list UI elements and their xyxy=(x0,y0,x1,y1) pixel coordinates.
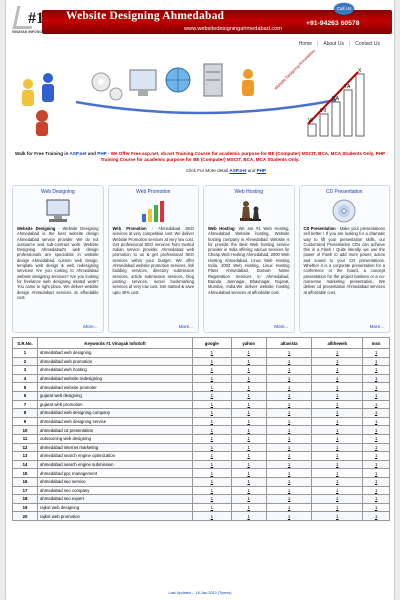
rank-link[interactable]: 1 xyxy=(193,460,232,469)
box-title[interactable]: Web Promotion xyxy=(136,189,171,195)
last-updated: Last Updated :- 16-Jan-2013 (Tymes) xyxy=(168,591,232,595)
table-row xyxy=(13,469,390,478)
table-row xyxy=(13,366,390,375)
nav-contact-us[interactable]: Contact Us xyxy=(355,41,380,47)
rank-link[interactable]: 1 xyxy=(312,409,363,418)
rank-link[interactable]: 1 xyxy=(266,400,312,409)
rank-link[interactable]: 1 xyxy=(193,512,232,521)
rank-link[interactable]: 1 xyxy=(193,452,232,461)
training-details: - We Offer Free asp.net, vb.net Training Course for academic purpose for BE (Computer) MSCIT, BCA, MCA Students Only, PHP Training Course for academic purpose for BE (Computer) MSCIT, BCA, MCA Students Only. xyxy=(100,151,386,163)
row-number: 14 xyxy=(13,460,38,469)
rank-link[interactable]: 1 xyxy=(363,512,390,521)
keyword-cell: ahmedabad search engine optimization xyxy=(38,452,193,461)
rank-link[interactable]: 1 xyxy=(266,512,312,521)
rank-link[interactable]: 1 xyxy=(266,426,312,435)
rank-link[interactable]: 1 xyxy=(231,426,266,435)
rank-link[interactable]: 1 xyxy=(312,452,363,461)
table-row xyxy=(13,417,390,426)
rank-link[interactable]: 1 xyxy=(363,357,390,366)
rank-link[interactable]: 1 xyxy=(231,460,266,469)
click-asp-link[interactable]: ASP.net xyxy=(229,168,247,173)
table-row xyxy=(13,349,390,358)
rank-link[interactable]: 1 xyxy=(312,486,363,495)
site-url[interactable]: www.websitedesigningahmedabad.com xyxy=(184,26,282,32)
keyword-cell: rajkot web promotion xyxy=(38,512,193,521)
rank-link[interactable]: 1 xyxy=(363,400,390,409)
rank-link[interactable]: 1 xyxy=(231,417,266,426)
rank-link[interactable]: 1 xyxy=(266,417,312,426)
rank-link[interactable]: 1 xyxy=(231,477,266,486)
computer-icon xyxy=(130,70,156,96)
table-header-row xyxy=(13,338,390,349)
rank-link[interactable]: 1 xyxy=(193,486,232,495)
more-link[interactable]: More... xyxy=(369,324,384,329)
rank-link[interactable]: 1 xyxy=(193,495,232,504)
click-more-line xyxy=(186,168,266,173)
rank-link[interactable]: 1 xyxy=(363,486,390,495)
rank-link[interactable]: 1 xyxy=(266,434,312,443)
rank-link[interactable]: 1 xyxy=(231,383,266,392)
rank-link[interactable]: 1 xyxy=(266,374,312,383)
keyword-cell: gujarat web promotion xyxy=(38,400,193,409)
keyword-cell: rajkot web designing xyxy=(38,503,193,512)
rank-link[interactable]: 1 xyxy=(231,434,266,443)
click-and: and xyxy=(246,168,257,173)
rank-link[interactable]: 1 xyxy=(363,477,390,486)
rank-link[interactable]: 1 xyxy=(266,460,312,469)
table-row xyxy=(13,495,390,504)
top-nav xyxy=(299,41,380,47)
svg-text:YA: YA xyxy=(344,84,351,90)
rank-link[interactable]: 1 xyxy=(231,400,266,409)
row-number: 13 xyxy=(13,452,38,461)
rank-link[interactable]: 1 xyxy=(312,512,363,521)
rank-link[interactable]: 1 xyxy=(193,357,232,366)
rank-link[interactable]: 1 xyxy=(266,409,312,418)
row-number: 18 xyxy=(13,495,38,504)
keyword-cell: ahmedabad cd presentation xyxy=(38,426,193,435)
svg-text:X: X xyxy=(358,68,362,74)
rank-link[interactable]: 1 xyxy=(363,383,390,392)
rank-link[interactable]: 1 xyxy=(231,469,266,478)
table-body xyxy=(13,349,390,521)
rank-link[interactable]: 1 xyxy=(312,366,363,375)
rank-link[interactable]: 1 xyxy=(312,391,363,400)
chess-icon xyxy=(234,198,264,224)
table-row xyxy=(13,374,390,383)
page xyxy=(6,0,394,600)
user-icon xyxy=(242,69,254,96)
col-keywords: Keywords #1 Vinayak InfoSoft xyxy=(38,338,193,349)
service-box-web-hosting xyxy=(203,185,295,333)
rank-link[interactable]: 1 xyxy=(266,366,312,375)
rank-link[interactable]: 1 xyxy=(193,477,232,486)
table-row xyxy=(13,426,390,435)
rank-link[interactable]: 1 xyxy=(312,417,363,426)
row-number: 4 xyxy=(13,374,38,383)
rank-link[interactable]: 1 xyxy=(312,503,363,512)
rank-link[interactable]: 1 xyxy=(312,460,363,469)
row-number: 2 xyxy=(13,357,38,366)
col-yahoo: yahoo xyxy=(231,338,266,349)
rank-link[interactable]: 1 xyxy=(193,409,232,418)
box-description: CD Presentation - Make your presentations sell better ! If you are looking for a dramatic way to lift your presentation skills, our Customized Presentation CDs can achieve this in a Flash ! Quite literally, we use the power of Flash to add more power, action and sound to your CD presentations. Whether it is a corporate presentation for a conference or the board, a concept presentation for the project bankers or a no-nonsense marketing presentation, We deliver cd presentation Ahmedabad services at affordable cost. xyxy=(303,226,385,295)
keyword-cell: ahmedabad web designing service xyxy=(38,417,193,426)
table-row xyxy=(13,400,390,409)
gear-icon xyxy=(92,73,122,100)
row-number: 10 xyxy=(13,426,38,435)
row-number: 8 xyxy=(13,409,38,418)
rank-link[interactable]: 1 xyxy=(363,452,390,461)
rank-link[interactable]: 1 xyxy=(266,383,312,392)
keyword-cell: ahmedabad website promoter xyxy=(38,383,193,392)
phone-number: +91-94263 60578 xyxy=(306,20,360,27)
click-php-link[interactable]: PHP xyxy=(256,168,267,173)
rank-link[interactable]: 1 xyxy=(266,495,312,504)
rank-link[interactable]: 1 xyxy=(193,349,232,358)
more-link[interactable]: More... xyxy=(178,324,193,329)
rank-link[interactable]: 1 xyxy=(363,460,390,469)
row-number: 6 xyxy=(13,391,38,400)
row-number: 15 xyxy=(13,469,38,478)
table-row xyxy=(13,486,390,495)
box-description: Web Hosting- We are #1 Web Hosting, Ahmedabad Website hosting, Website hosting company in Ahmedabad. Website is for provide the Best Web hosting service provider in India offering various services for Cheap Web Hosting Ahmedabad, 2000 Web Hosting Ahmedabad, Linux Web Hosting India, 2003 Web Hosting, Linux Hosting Plans Ahmedabad, Domain Name Registration Services in Ahmedabad, Baroda, Jamnagar, Bhavnagar, Gujarat, Mumbai, India.We deliver website hosting Ahmedabad services at affordable cost. xyxy=(208,226,290,295)
table-row xyxy=(13,434,390,443)
svg-text:Website Designing Ahmedabad: Website Designing Ahmedabad xyxy=(273,50,317,91)
rank-link[interactable]: 1 xyxy=(363,443,390,452)
php-link[interactable]: PHP xyxy=(97,151,107,156)
hero-banner xyxy=(6,50,394,150)
keyword-cell: ahmedabad seo service xyxy=(38,477,193,486)
box-title[interactable]: CD Presentation xyxy=(325,189,363,195)
rank-link[interactable]: 1 xyxy=(363,503,390,512)
training-notice xyxy=(10,151,390,163)
table-row xyxy=(13,512,390,521)
nav-separator: | xyxy=(348,41,351,47)
chart-icon xyxy=(138,198,168,224)
col-msn: msn xyxy=(363,338,390,349)
nav-about-us[interactable]: About Us xyxy=(323,41,344,47)
click-text: Click For More detail xyxy=(186,168,230,173)
keyword-cell: ahmedabad web promotion xyxy=(38,357,193,366)
row-number: 3 xyxy=(13,366,38,375)
rank-link[interactable]: 1 xyxy=(363,417,390,426)
rank-link[interactable]: 1 xyxy=(193,383,232,392)
rank-link[interactable]: 1 xyxy=(363,366,390,375)
row-number: 11 xyxy=(13,434,38,443)
row-number: 16 xyxy=(13,477,38,486)
col-srno: S.R.No. xyxy=(13,338,38,349)
rank-link[interactable]: 1 xyxy=(363,495,390,504)
row-number: 12 xyxy=(13,443,38,452)
rank-link[interactable]: 1 xyxy=(266,469,312,478)
rank-link[interactable]: 1 xyxy=(193,503,232,512)
table-row xyxy=(13,460,390,469)
rank-link[interactable]: 1 xyxy=(266,503,312,512)
rank-link[interactable]: 1 xyxy=(193,469,232,478)
rank-link[interactable]: 1 xyxy=(193,443,232,452)
rank-link[interactable]: 1 xyxy=(193,374,232,383)
svg-text:NA: NA xyxy=(332,96,339,102)
col-altavista: altavista xyxy=(266,338,312,349)
globe-icon xyxy=(166,68,190,92)
more-link[interactable]: More... xyxy=(83,324,98,329)
row-number: 19 xyxy=(13,503,38,512)
rank-link[interactable]: 1 xyxy=(193,434,232,443)
nav-separator: | xyxy=(317,41,319,47)
rank-link[interactable]: 1 xyxy=(193,417,232,426)
logo-number: #1 xyxy=(28,10,44,27)
rank-link[interactable]: 1 xyxy=(312,349,363,358)
box-description: Website Designing - Website Designing Ahmedabad is the best website design Ahmedabad service provider. We do not outsource and sub-contract work. Website Designing Ahmedabad's web design professionals are specialists in website design Ahmedabad, custom web design, template web design & web redesigning services! Are you looking to Ahmedabad website designing services? Are you looking for freelance web designing related work? You came to right place. We deliver website design Ahmedabad services at affordable cost. xyxy=(17,226,99,300)
row-number: 17 xyxy=(13,486,38,495)
rank-link[interactable]: 1 xyxy=(312,469,363,478)
rank-link[interactable]: 1 xyxy=(266,477,312,486)
rank-link[interactable]: 1 xyxy=(231,409,266,418)
rank-link[interactable]: 1 xyxy=(231,349,266,358)
row-number: 20 xyxy=(13,512,38,521)
rank-link[interactable]: 1 xyxy=(363,391,390,400)
table-row xyxy=(13,383,390,392)
site-title: Website Designing Ahmedabad xyxy=(66,10,225,22)
rank-link[interactable]: 1 xyxy=(266,443,312,452)
table-row xyxy=(13,391,390,400)
rank-link[interactable]: 1 xyxy=(312,443,363,452)
rank-link[interactable]: 1 xyxy=(231,503,266,512)
rank-link[interactable]: 1 xyxy=(312,383,363,392)
rank-link[interactable]: 1 xyxy=(231,374,266,383)
asp-link[interactable]: ASP.net xyxy=(69,151,87,156)
keyword-cell: gujarat web designing xyxy=(38,391,193,400)
keyword-cell: ahmedabad seo expert xyxy=(38,495,193,504)
cd-icon xyxy=(329,198,359,224)
rank-link[interactable]: 1 xyxy=(363,426,390,435)
rank-link[interactable]: 1 xyxy=(231,512,266,521)
table-row xyxy=(13,357,390,366)
keyword-cell: ahmedabad search engine submission xyxy=(38,460,193,469)
rank-link[interactable]: 1 xyxy=(231,486,266,495)
rank-link[interactable]: 1 xyxy=(363,409,390,418)
server-icon xyxy=(204,64,222,96)
box-title[interactable]: Web Designing xyxy=(40,189,75,195)
service-box-cd-presentation xyxy=(299,185,391,333)
keyword-cell: outsourcing web designing xyxy=(38,434,193,443)
rank-link[interactable]: 1 xyxy=(266,349,312,358)
rank-link[interactable]: 1 xyxy=(231,391,266,400)
keyword-cell: ahmedabad web designing xyxy=(38,349,193,358)
rank-link[interactable]: 1 xyxy=(312,357,363,366)
table-row xyxy=(13,452,390,461)
col-alltheweb: alltheweb xyxy=(312,338,363,349)
rank-link[interactable]: 1 xyxy=(193,400,232,409)
rank-link[interactable]: 1 xyxy=(231,366,266,375)
rank-link[interactable]: 1 xyxy=(363,434,390,443)
rank-link[interactable]: 1 xyxy=(312,434,363,443)
table-row xyxy=(13,409,390,418)
nav-home[interactable]: Home xyxy=(298,41,313,47)
rank-link[interactable]: 1 xyxy=(363,374,390,383)
rank-link[interactable]: 1 xyxy=(193,426,232,435)
rank-link[interactable]: 1 xyxy=(231,452,266,461)
growth-chart-icon xyxy=(273,50,364,136)
logo-text: VINAYAK INFOSOFT xyxy=(12,30,47,34)
service-boxes xyxy=(12,185,390,333)
training-text: Walk for Free Training in xyxy=(14,151,70,156)
keyword-cell: ahmedabad web hosting xyxy=(38,366,193,375)
keyword-cell: ahmedabad ppc management xyxy=(38,469,193,478)
row-number: 1 xyxy=(13,349,38,358)
table-row xyxy=(13,443,390,452)
rank-link[interactable]: 1 xyxy=(266,391,312,400)
rank-link[interactable]: 1 xyxy=(266,486,312,495)
rank-link[interactable]: 1 xyxy=(231,357,266,366)
table-row xyxy=(13,503,390,512)
keyword-cell: ahmedabad web designing company xyxy=(38,409,193,418)
hero-illustration xyxy=(6,50,394,150)
rank-link[interactable]: 1 xyxy=(363,469,390,478)
ranking-table xyxy=(12,337,390,521)
rank-link[interactable]: 1 xyxy=(266,452,312,461)
rank-link[interactable]: 1 xyxy=(312,426,363,435)
rank-link[interactable]: 1 xyxy=(312,400,363,409)
rank-link[interactable]: 1 xyxy=(312,374,363,383)
svg-text:VII: VII xyxy=(320,108,327,114)
keyword-cell: ahmedabad seo company xyxy=(38,486,193,495)
svg-text:VI: VI xyxy=(308,118,313,124)
more-link[interactable]: More... xyxy=(274,324,289,329)
rank-link[interactable]: 1 xyxy=(193,366,232,375)
team-icon xyxy=(22,73,54,136)
table-row xyxy=(13,477,390,486)
logo[interactable] xyxy=(10,2,54,40)
rank-link[interactable]: 1 xyxy=(312,477,363,486)
computer-icon xyxy=(43,198,73,224)
row-number: 5 xyxy=(13,383,38,392)
training-and: and xyxy=(86,151,98,156)
call-us-button[interactable]: Call Us xyxy=(334,3,354,15)
rank-link[interactable]: 1 xyxy=(193,391,232,400)
header xyxy=(6,0,394,38)
row-number: 7 xyxy=(13,400,38,409)
keyword-cell: ahmedabad website redesigning xyxy=(38,374,193,383)
rank-link[interactable]: 1 xyxy=(231,443,266,452)
keyword-cell: ahmedabad internet marketing xyxy=(38,443,193,452)
row-number: 9 xyxy=(13,417,38,426)
col-google: google xyxy=(193,338,232,349)
box-title[interactable]: Web Hosting xyxy=(234,189,264,195)
rank-link[interactable]: 1 xyxy=(312,495,363,504)
rank-link[interactable]: 1 xyxy=(266,357,312,366)
service-box-web-designing xyxy=(12,185,104,333)
box-description: Web Promotion - Ahmedabad SEO services at very competitive cost. We deliver Website Promotion services at very low cost. Get professional SEO services from trusted Indian service provider. Ahmedabad web promotion to us & get professional SEO services within your budget. We offer Ahmedabad website promotion services, link building services, directory submission services, article submission services, blog posting services, social bookmarking services at very low cost. Get started & save upto 40% cost. xyxy=(112,226,194,295)
service-box-web-promotion xyxy=(108,185,200,333)
rank-link[interactable]: 1 xyxy=(231,495,266,504)
rank-link[interactable]: 1 xyxy=(363,349,390,358)
